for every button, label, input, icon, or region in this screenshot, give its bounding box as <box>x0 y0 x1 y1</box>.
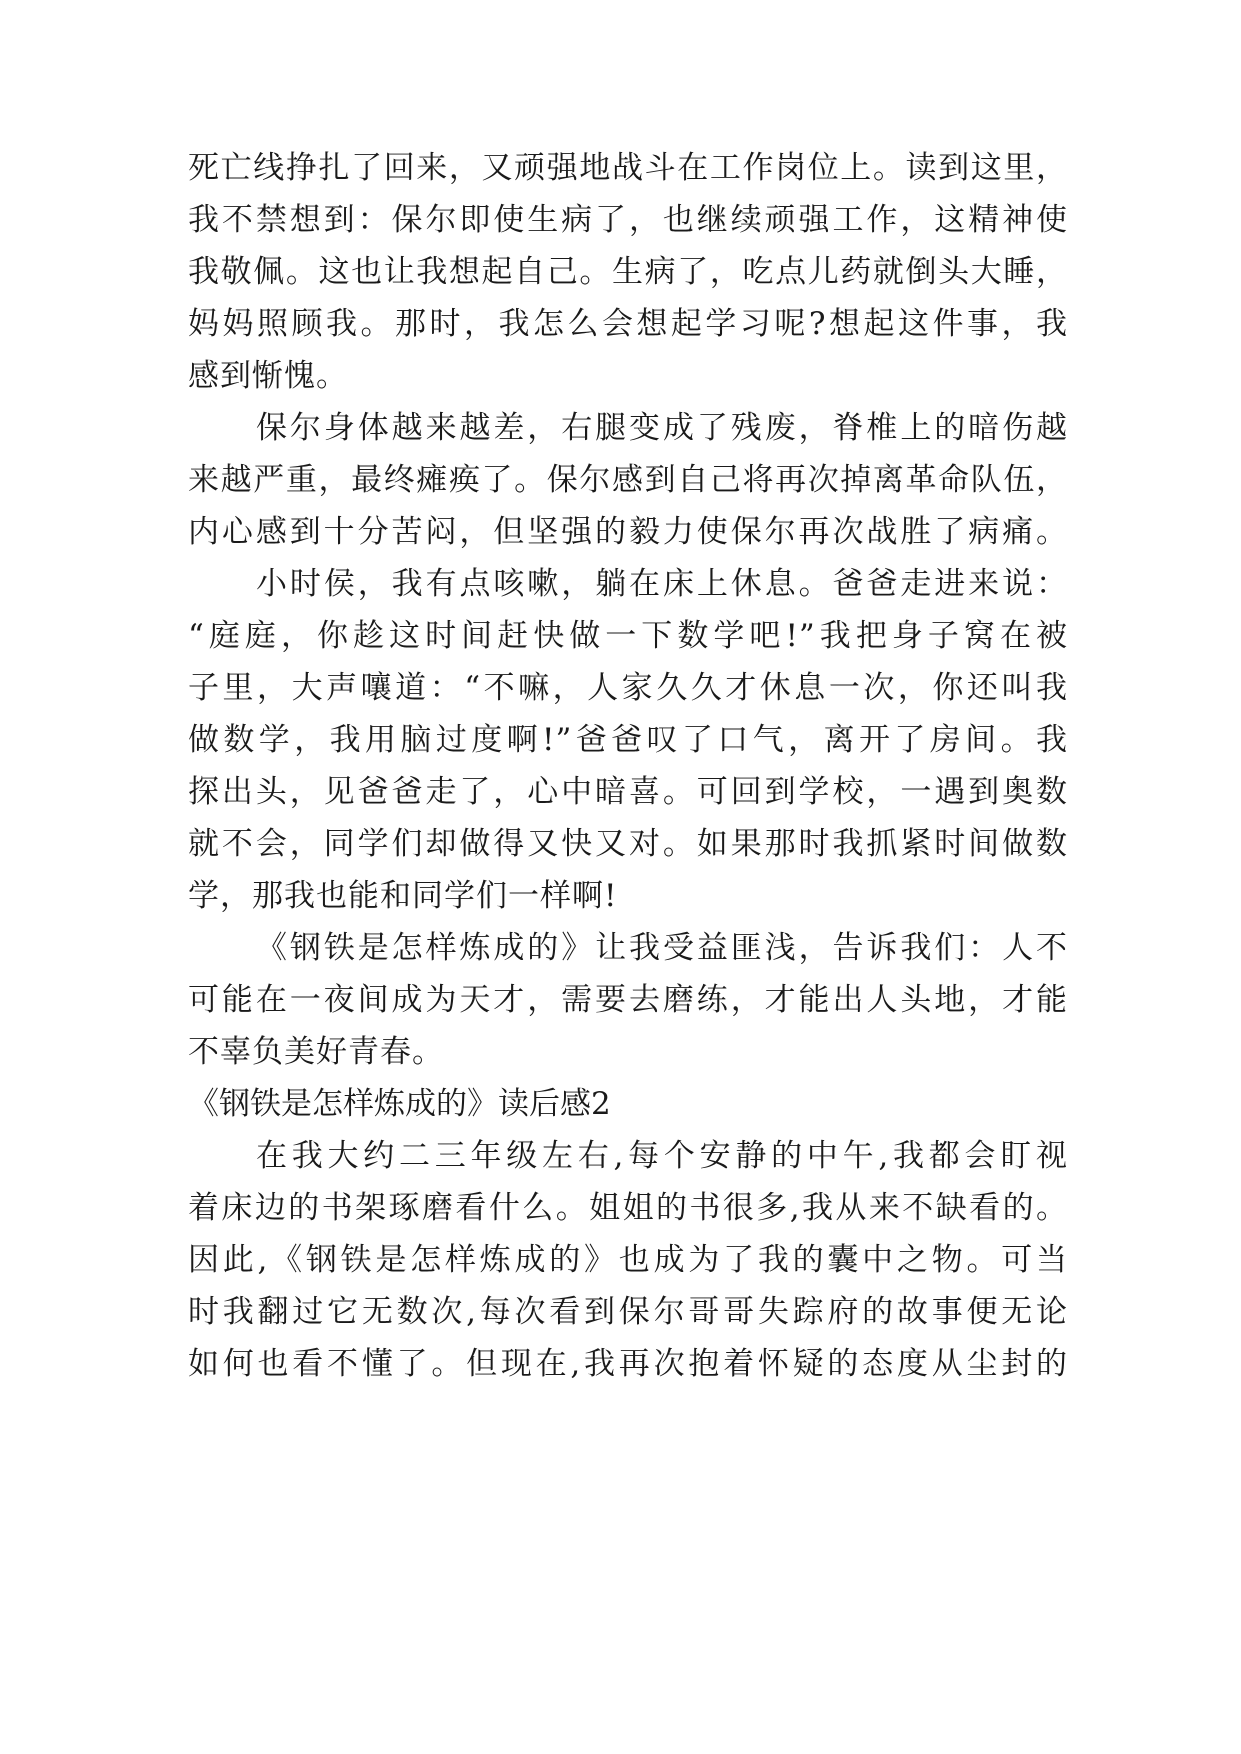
paragraph-line: 我敬佩。这也让我想起自己。生病了，吃点儿药就倒头大睡， <box>188 254 1068 290</box>
paragraph-line: 感到惭愧。 <box>188 358 348 394</box>
paragraph-line: 《钢铁是怎样炼成的》让我受益匪浅，告诉我们：人不 <box>256 930 1068 966</box>
paragraph-line: 探出头，见爸爸走了，心中暗喜。可回到学校，一遇到奥数 <box>188 774 1068 810</box>
paragraph-line: “庭庭，你趁这时间赶快做一下数学吧!”我把身子窝在被 <box>188 618 1068 654</box>
paragraph-line: 子里，大声嚷道：“不嘛，人家久久才休息一次，你还叫我 <box>188 670 1068 706</box>
paragraph-line: 在我大约二三年级左右,每个安静的中午,我都会盯视 <box>256 1138 1068 1174</box>
paragraph-line: 学，那我也能和同学们一样啊! <box>188 878 618 914</box>
paragraph-line: 可能在一夜间成为天才，需要去磨练，才能出人头地，才能 <box>188 982 1068 1018</box>
paragraph-line: 小时侯，我有点咳嗽，躺在床上休息。爸爸走进来说： <box>256 566 1068 602</box>
paragraph-line: 我不禁想到：保尔即使生病了，也继续顽强工作，这精神使 <box>188 202 1068 238</box>
paragraph-line: 着床边的书架琢磨看什么。姐姐的书很多,我从来不缺看的。 <box>188 1190 1068 1226</box>
paragraph-line: 如何也看不懂了。但现在,我再次抱着怀疑的态度从尘封的 <box>188 1346 1068 1382</box>
paragraph-line: 妈妈照顾我。那时，我怎么会想起学习呢?想起这件事，我 <box>188 306 1068 342</box>
paragraph-line: 保尔身体越来越差，右腿变成了残废，脊椎上的暗伤越 <box>256 410 1068 446</box>
paragraph-line: 时我翻过它无数次,每次看到保尔哥哥失踪府的故事便无论 <box>188 1294 1068 1330</box>
paragraph-line: 就不会，同学们却做得又快又对。如果那时我抓紧时间做数 <box>188 826 1068 862</box>
paragraph-line: 做数学，我用脑过度啊!”爸爸叹了口气，离开了房间。我 <box>188 722 1068 758</box>
section-heading: 《钢铁是怎样炼成的》读后感2 <box>188 1086 611 1122</box>
paragraph-line: 因此,《钢铁是怎样炼成的》也成为了我的囊中之物。可当 <box>188 1242 1068 1278</box>
paragraph-line: 内心感到十分苦闷，但坚强的毅力使保尔再次战胜了病痛。 <box>188 514 1068 550</box>
paragraph-line: 死亡线挣扎了回来，又顽强地战斗在工作岗位上。读到这里， <box>188 150 1068 186</box>
paragraph-line: 不辜负美好青春。 <box>188 1034 444 1070</box>
paragraph-line: 来越严重，最终瘫痪了。保尔感到自己将再次掉离革命队伍， <box>188 462 1068 498</box>
